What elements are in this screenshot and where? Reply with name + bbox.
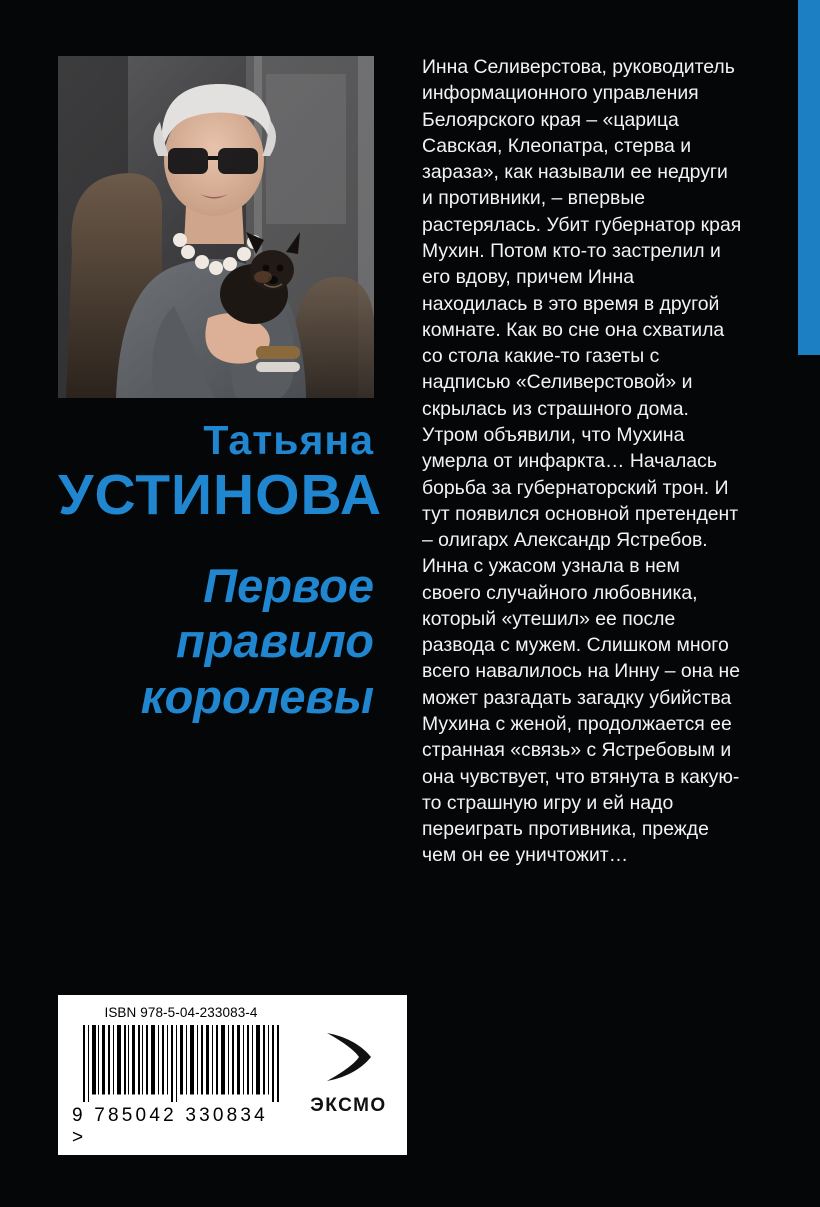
- spine-accent-strip: [798, 0, 820, 355]
- book-title-line-3: королевы: [140, 669, 374, 723]
- author-first-name: Татьяна: [203, 417, 374, 463]
- isbn-text: ISBN 978-5-04-233083-4: [104, 1005, 258, 1020]
- publisher-name: ЭКСМО: [310, 1095, 387, 1116]
- blurb-paragraph: Инна Селиверстова, руководитель информационного управления Белоярского края – «царица Савская, Клеопатра, стерва и зараза», как называли ее недруги и противники, – впервые растерялась. Убит губернатор края Мухин. Потом кто-то застрелил и его вдову, причем Инна находилась в это время в другой комнате. Как во сне она схватила со стола какие-то газеты с надписью «Селиверстовой» и скрылась из страшного дома. Утром объявили, что Мухина умерла от инфаркта… Началась борьба за губернаторский трон. И тут появился основной претендент – олигарх Александр Ястребов. Инна с ужасом узнала в нем своего случайного любовника, который «утешил» ее после развода с мужем. Слишком много всего навалилось на Инну – она не может разгадать загадку убийства Мухина с женой, продолжается ее странная «связь» с Ястребовым и она чувствует, что втянута в какую-то страшную игру и ей надо переиграть противника, прежде чем он ее уничтожит…: [422, 56, 742, 867]
- blurb-text-block: [422, 54, 742, 869]
- barcode-icon: [81, 1025, 281, 1102]
- author-last-name: УСТИНОВА: [58, 463, 382, 527]
- author-photo: [58, 56, 374, 398]
- barcode-digits: 9 785042 330834 >: [72, 1105, 268, 1148]
- left-column: [58, 56, 382, 724]
- book-title: [58, 558, 374, 724]
- book-title-line-1: Первое: [203, 559, 374, 612]
- spine-lower-strip: [798, 355, 820, 1207]
- publisher-block: [290, 995, 407, 1155]
- book-title-line-2: правило: [176, 614, 374, 668]
- isbn-barcode-panel: [58, 995, 407, 1155]
- author-name: [58, 417, 382, 527]
- barcode-block: [58, 995, 290, 1155]
- eksmo-logo-icon: [319, 1027, 379, 1087]
